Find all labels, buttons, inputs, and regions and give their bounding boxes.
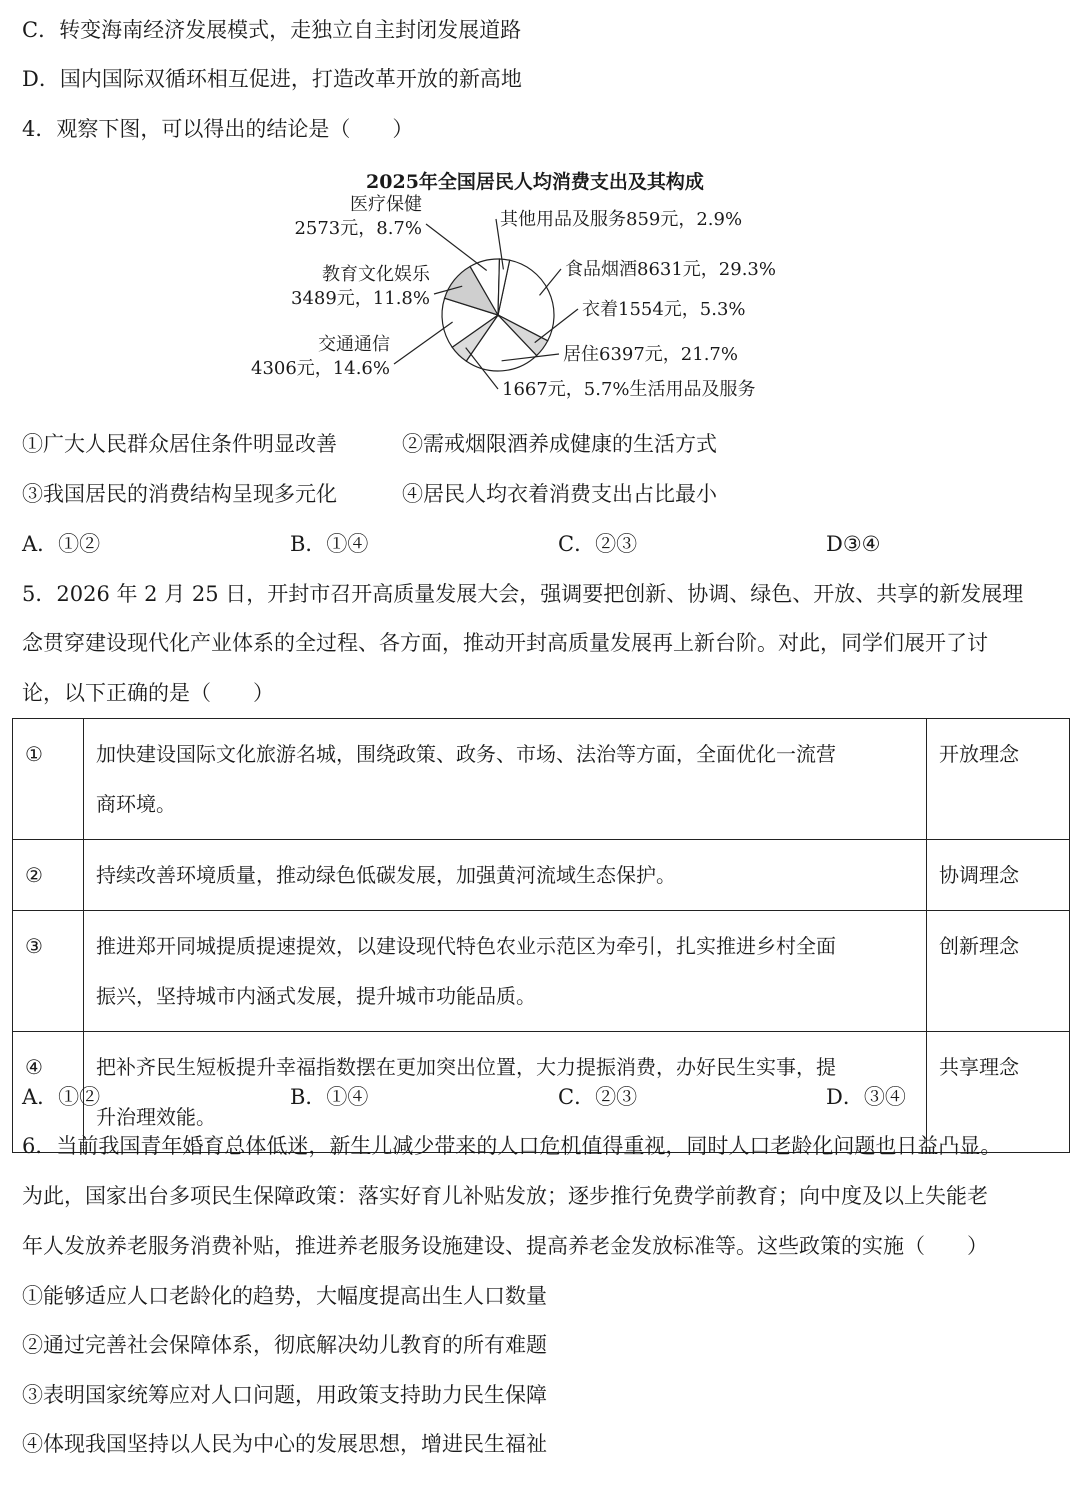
row-number: ③: [13, 911, 84, 1032]
row-content: [84, 911, 927, 1032]
row-content-line: 商环境。: [96, 792, 176, 816]
row-concept: 开放理念: [927, 719, 1070, 840]
slice-label-name: 医疗保健: [350, 194, 422, 215]
slice-label: 1667元，5.7%生活用品及服务: [502, 379, 756, 400]
row-concept: 协调理念: [927, 840, 1070, 911]
q4-statement-2: ②需戒烟限酒养成健康的生活方式: [402, 432, 717, 456]
q4-choice-c[interactable]: C．②③: [558, 532, 638, 556]
table-row: [13, 719, 1070, 840]
q6-stem-line-2: 为此，国家出台多项民生保障政策：落实好育儿补贴发放；逐步推行免费学前教育；向中度及以上失能老: [22, 1184, 988, 1208]
q5-choice-d[interactable]: D．③④: [826, 1085, 906, 1109]
row-content-line: 持续改善环境质量，推动绿色低碳发展，加强黄河流域生态保护。: [96, 863, 676, 887]
q6-stem-line-1: 6．当前我国青年婚育总体低迷，新生儿减少带来的人口危机值得重视，同时人口老龄化问题也日益凸显。: [22, 1134, 1002, 1158]
row-content-line: 把补齐民生短板提升幸福指数摆在更加突出位置，大力提振消费，办好民生实事，提: [96, 1055, 836, 1079]
q4-statement-3: ③我国居民的消费结构呈现多元化: [22, 482, 337, 506]
slice-label-name: 交通通信: [318, 334, 390, 355]
slice-label: 食品烟酒8631元，29.3%: [565, 259, 776, 280]
row-content-line: 升治理效能。: [96, 1105, 216, 1129]
q6-statement-2: ②通过完善社会保障体系，彻底解决幼儿教育的所有难题: [22, 1333, 547, 1357]
slice-label: 衣着1554元，5.3%: [582, 299, 746, 320]
consumption-pie-chart: [251, 160, 800, 405]
q3-option-d: D．国内国际双循环相互促进，打造改革开放的新高地: [22, 67, 522, 91]
q4-choice-b[interactable]: B．①④: [290, 532, 369, 556]
row-content-line: 加快建设国际文化旅游名城，围绕政策、政务、市场、法治等方面，全面优化一流营: [96, 742, 836, 766]
table-row: [13, 840, 1070, 911]
q5-choice-a[interactable]: A．①②: [22, 1085, 101, 1109]
leader-line-4: [394, 322, 453, 364]
q5-stem-line-3: 论，以下正确的是（ ）: [22, 681, 274, 705]
q4-choice-d[interactable]: D③④: [826, 532, 881, 556]
row-content: [84, 719, 927, 840]
slice-label-name: 教育文化娱乐: [322, 264, 430, 285]
row-content-line: 振兴，坚持城市内涵式发展，提升城市功能品质。: [96, 984, 536, 1008]
leader-line-6: [426, 224, 487, 271]
row-number: ①: [13, 719, 84, 840]
slice-label-value: 4306元，14.6%: [251, 358, 390, 379]
q6-statement-4: ④体现我国坚持以人民为中心的发展思想，增进民生福祉: [22, 1432, 547, 1456]
row-content: [84, 840, 927, 911]
q4-stem: 4．观察下图，可以得出的结论是（ ）: [22, 117, 414, 141]
row-concept: 共享理念: [927, 1032, 1070, 1153]
chart-title: 2025年全国居民人均消费支出及其构成: [366, 171, 704, 193]
q5-stem-line-2: 念贯穿建设现代化产业体系的全过程、各方面，推动开封高质量发展再上新台阶。对此，同学们展开了讨: [22, 631, 988, 655]
slice-label-value: 2573元，8.7%: [294, 218, 422, 239]
q4-statement-4: ④居民人均衣着消费支出占比最小: [402, 482, 717, 506]
q6-stem-line-3: 年人发放养老服务消费补贴，推进养老服务设施建设、提高养老金发放标准等。这些政策的实施（ ）: [22, 1234, 988, 1258]
q5-choice-c[interactable]: C．②③: [558, 1085, 638, 1109]
row-concept: 创新理念: [927, 911, 1070, 1032]
q3-option-c: C．转变海南经济发展模式，走独立自主封闭发展道路: [22, 18, 522, 42]
row-number: ④: [13, 1032, 84, 1153]
q6-statement-3: ③表明国家统筹应对人口问题，用政策支持助力民生保障: [22, 1383, 547, 1407]
row-content-line: 推进郑开同城提质提速提效，以建设现代特色农业示范区为牵引，扎实推进乡村全面: [96, 934, 836, 958]
q5-stem-line-1: 5．2026 年 2 月 25 日，开封市召开高质量发展大会，强调要把创新、协调、绿色、开放、共享的新发展理: [22, 582, 1024, 606]
row-number: ②: [13, 840, 84, 911]
q4-statement-1: ①广大人民群众居住条件明显改善: [22, 432, 337, 456]
slice-label: 居住6397元，21.7%: [563, 344, 738, 365]
q5-choice-b[interactable]: B．①④: [290, 1085, 369, 1109]
table-row: [13, 911, 1070, 1032]
q6-statement-1: ①能够适应人口老龄化的趋势，大幅度提高出生人口数量: [22, 1284, 547, 1308]
q5-table: [12, 718, 1070, 1153]
slice-label-value: 3489元，11.8%: [291, 288, 430, 309]
slice-label: 其他用品及服务859元，2.9%: [500, 209, 743, 230]
q4-choice-a[interactable]: A．①②: [22, 532, 101, 556]
